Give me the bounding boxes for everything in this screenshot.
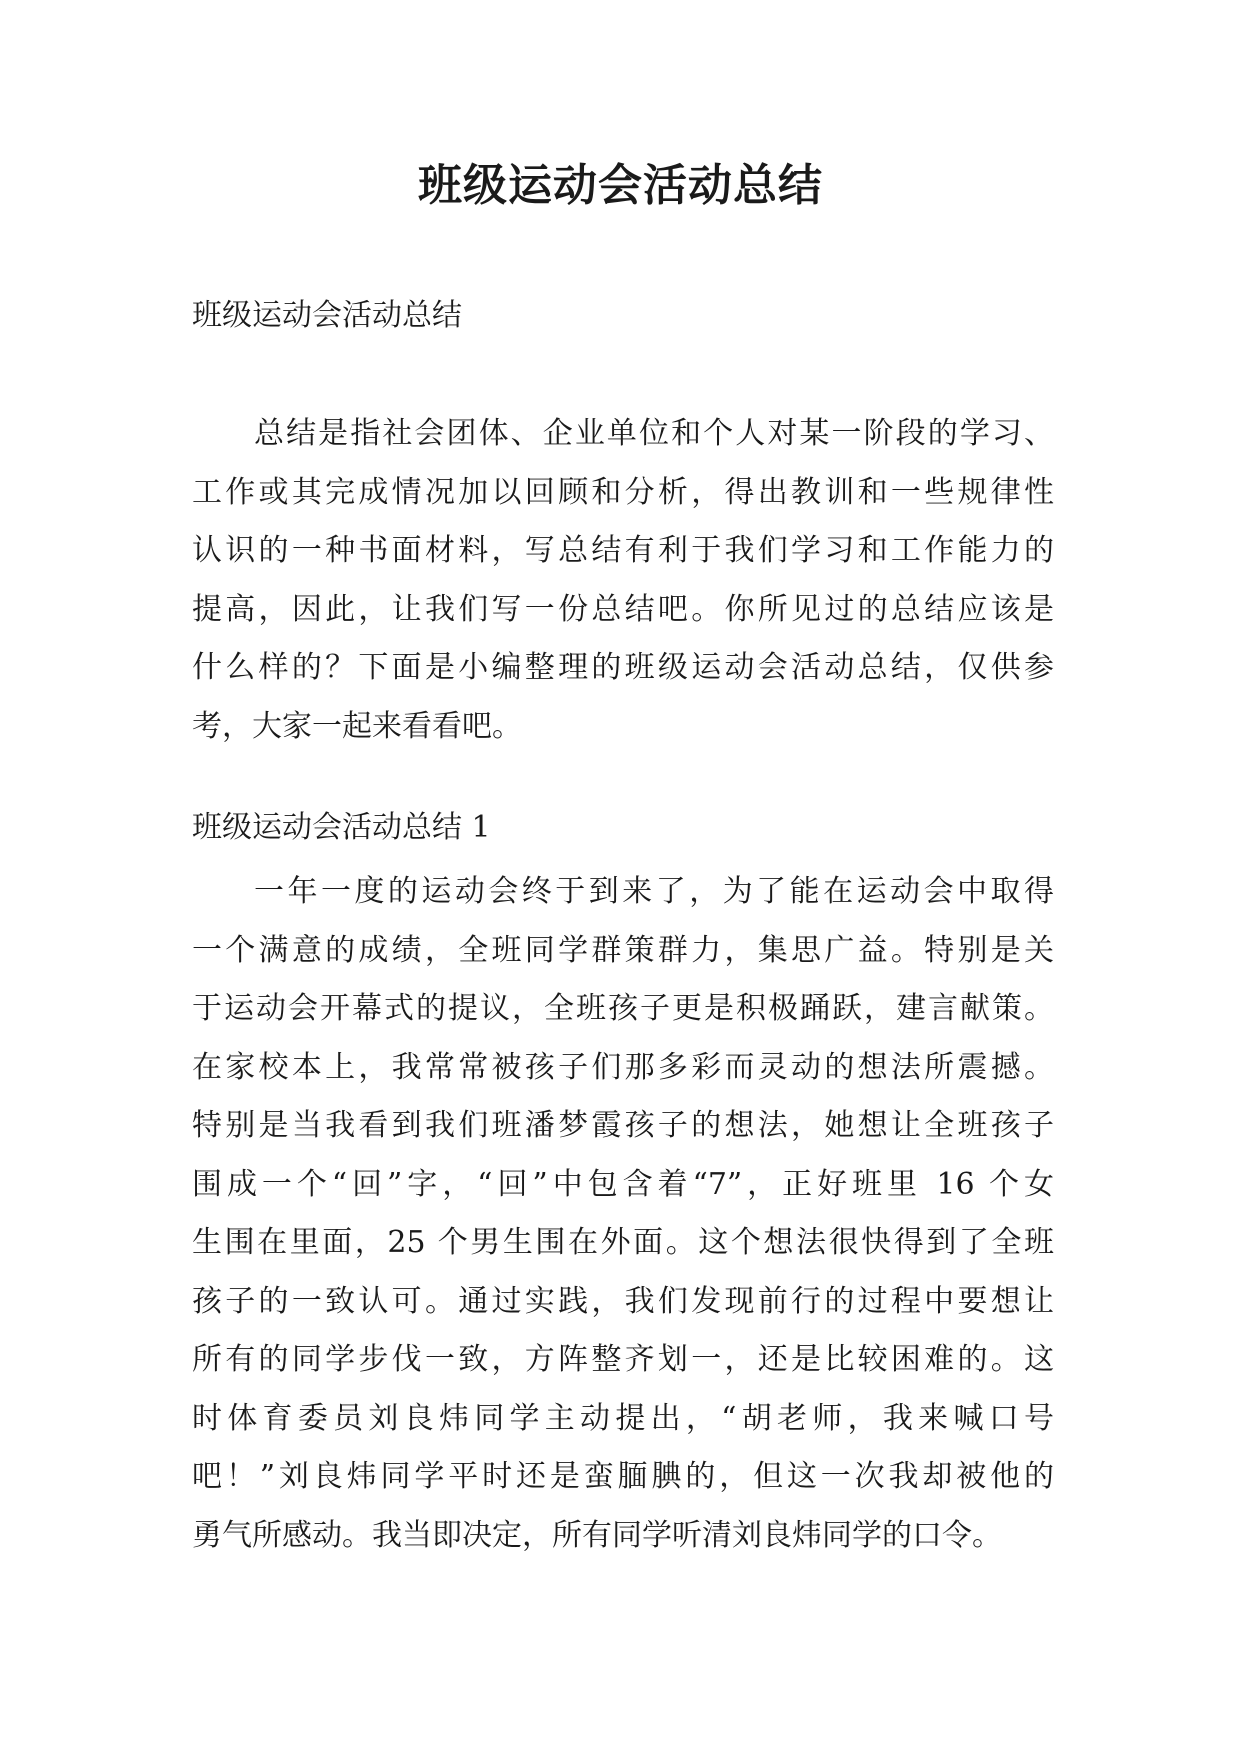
body-line: 勇气所感动。我当即决定，所有同学听清刘良炜同学的口令。 xyxy=(192,1517,1002,1553)
intro-line: 总结是指社会团体、企业单位和个人对某一阶段的学习、 xyxy=(254,416,1054,451)
body-line: 一年一度的运动会终于到来了，为了能在运动会中取得 xyxy=(254,874,1054,909)
document-title: 班级运动会活动总结 xyxy=(418,160,823,211)
body-line: 一个满意的成绩，全班同学群策群力，集思广益。特别是关 xyxy=(192,932,1054,968)
document-subtitle: 班级运动会活动总结 xyxy=(192,298,462,333)
body-line: 围成一个“回”字，“回”中包含着“7”，正好班里 16 个女 xyxy=(192,1166,1054,1202)
intro-line: 考，大家一起来看看吧。 xyxy=(192,708,522,744)
body-line: 吧！”刘良炜同学平时还是蛮腼腆的，但这一次我却被他的 xyxy=(192,1459,1054,1494)
section-heading: 班级运动会活动总结 1 xyxy=(192,810,491,845)
intro-line: 认识的一种书面材料，写总结有利于我们学习和工作能力的 xyxy=(192,533,1054,568)
intro-line: 什么样的？下面是小编整理的班级运动会活动总结，仅供参 xyxy=(192,650,1054,685)
body-line: 所有的同学步伐一致，方阵整齐划一，还是比较困难的。这 xyxy=(192,1342,1054,1377)
body-line: 在家校本上，我常常被孩子们那多彩而灵动的想法所震撼。 xyxy=(192,1049,1054,1085)
intro-line: 工作或其完成情况加以回顾和分析，得出教训和一些规律性 xyxy=(192,474,1054,510)
body-line: 特别是当我看到我们班潘梦霞孩子的想法，她想让全班孩子 xyxy=(192,1108,1054,1143)
intro-line: 提高，因此，让我们写一份总结吧。你所见过的总结应该是 xyxy=(192,591,1054,627)
body-line: 时体育委员刘良炜同学主动提出，“胡老师，我来喊口号 xyxy=(192,1400,1054,1436)
intro-paragraph xyxy=(192,405,1054,756)
section-body-paragraph xyxy=(192,863,1054,1565)
body-line: 生围在里面，25 个男生围在外面。这个想法很快得到了全班 xyxy=(192,1225,1054,1260)
body-line: 于运动会开幕式的提议，全班孩子更是积极踊跃，建言献策。 xyxy=(192,991,1054,1026)
body-line: 孩子的一致认可。通过实践，我们发现前行的过程中要想让 xyxy=(192,1283,1054,1319)
